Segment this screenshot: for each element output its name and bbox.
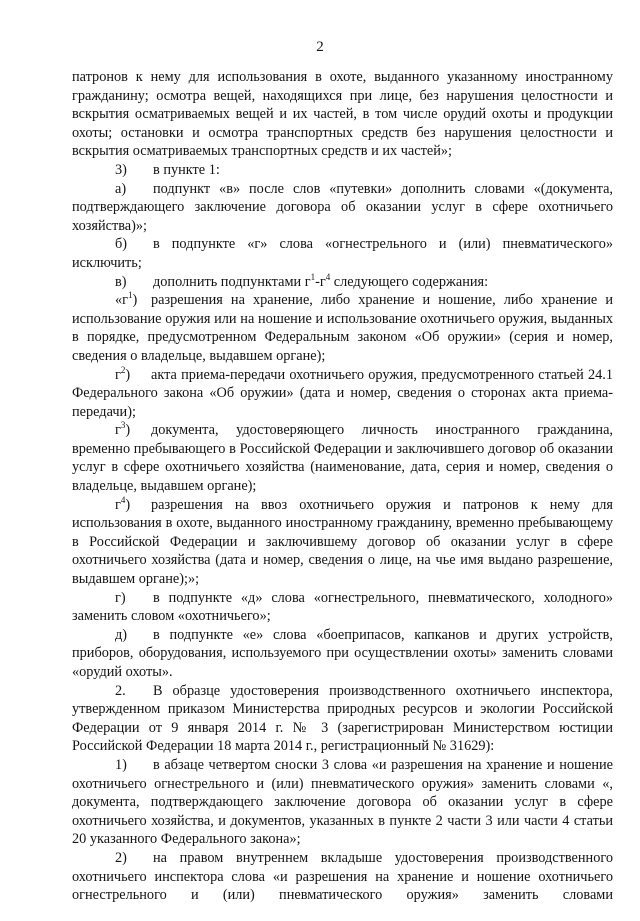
subpoint-g3-marker: $г^3$) [115, 420, 131, 439]
page-number: 2 [316, 39, 324, 55]
subpoint-g3 [72, 421, 613, 495]
subitem-v-text: дополнить подпунктами $г^1-г^4$ следующего содержания: [153, 271, 489, 290]
subpoint-g2-marker: $г^2$) [115, 364, 131, 383]
subpoint-g2-text: акта приема-передачи охотничьего оружия, предусмотренного статьей 24.1 Федерального закона «Об оружии» (дата и номер, сведения о сторонах акта приема-передачи); [72, 366, 613, 420]
subpoint-g4 [72, 496, 613, 589]
subpoint-g3-text: документа, удостоверяющего личность иностранного гражданина, временно пребывающего в Российской Федерации и заключившего договор об оказании услуг в сфере охотничьего хозяйства (наименование, дата, серия и номер, сведения о владельце, выдавшем органе); [72, 422, 613, 495]
subitem-g-marker: г) [115, 589, 126, 606]
subitem-b-marker: б) [115, 236, 128, 253]
subitem-d-marker: д) [115, 626, 128, 643]
paragraph-intro: патронов к нему для использования в охоте, выданного указанному иностранному гражданину; осмотра вещей, находящихся при лице, без нарушения целостности и вскрытия осматриваемых вещей и их частей, в том числе орудий охоты и продукции охоты; остановки и осмотра транспортных средств без нарушения целостности и вскрытия осматриваемых транспортных средств и их частей»; [72, 69, 613, 160]
subpoint-g1 [72, 291, 613, 365]
subitem-g [72, 589, 613, 626]
section-2 [72, 682, 613, 756]
section-2-item-1-marker: 1) [115, 756, 127, 773]
subitem-d [72, 626, 613, 682]
section-2-item-1 [72, 756, 613, 849]
subpoint-g4-marker: $г^4$) [115, 494, 131, 513]
item-3-marker: 3) [115, 161, 127, 178]
subpoint-g2 [72, 366, 613, 422]
section-2-item-1-text: в абзаце четвертом сноски 3 слова «и разрешения на хранение и ношение охотничьего огнестрельного и (или) пневматического оружия» заменить словами «, документа, подтверждающего заключение договора об оказании услуг в сфере охотничьего хозяйства, и документов, указанных в пункте 2 части 3 или части 4 статьи 20 указанного Федерального закона»; [72, 756, 613, 848]
subitem-d-text: в подпункте «е» слова «боеприпасов, капканов и других устройств, приборов, оборудования, используемого при осуществлении охоты» заменить словами «орудий охоты». [72, 626, 613, 680]
subitem-v-marker: в) [115, 273, 127, 290]
item-3 [72, 161, 613, 180]
subpoint-g1-text: разрешения на хранение, либо хранение и ношение, либо хранение и использование оружия или на ношение и использование охотничьего оружия, выданных в порядке, предусмотренном Федеральным законом «Об оружии» (серия и номер, сведения о владельце, выдавшем органе); [72, 292, 613, 364]
subitem-a [72, 180, 613, 236]
subitem-a-text: подпункт «в» после слов «путевки» дополнить словами «(документа, подтверждающего заключение договора об оказании услуг в сфере охотничьего хозяйства)»; [72, 180, 613, 234]
item-3-text: в пункте 1: [153, 161, 220, 178]
subpoint-g4-text: разрешения на ввоз охотничьего оружия и патронов к нему для использования в охоте, выданного иностранному гражданину, временно пребывающему в Российской Федерации и заключившему договор об оказании услуг в сфере охотничьего хозяйства (дата и номер, сведения о лице, на чье имя выдано разрешение, выдавшем органе);»; [72, 496, 613, 588]
section-2-item-2 [72, 849, 613, 905]
section-2-item-2-text: на правом внутреннем вкладыше удостоверения производственного охотничьего инспектора слова «и разрешения на хранение и ношение охотничьего огнестрельного и (или) пневматического оружия» заменить словами [72, 849, 613, 904]
subitem-v [72, 273, 613, 292]
subitem-a-marker: а) [115, 180, 127, 197]
subitem-g-text: в подпункте «д» слова «огнестрельного, пневматического, холодного» заменить словом «охотничьего»; [72, 589, 613, 625]
section-2-marker: 2. [115, 682, 126, 699]
document-body [72, 68, 613, 905]
subitem-b [72, 235, 613, 272]
subpoint-g1-marker: «$г^1$) [115, 290, 138, 309]
section-2-text: В образце удостоверения производственного охотничьего инспектора, утвержденном приказом Министерства природных ресурсов и экологии Российской Федерации от 9 января 2014 г. № 3 (зарегистрирован Министерством юстиции Российской Федерации 18 марта 2014 г., регистрационный № 31629): [72, 682, 613, 755]
subitem-b-text: в подпункте «г» слова «огнестрельного и (или) пневматического» исключить; [72, 236, 613, 271]
section-2-item-2-marker: 2) [115, 849, 127, 866]
